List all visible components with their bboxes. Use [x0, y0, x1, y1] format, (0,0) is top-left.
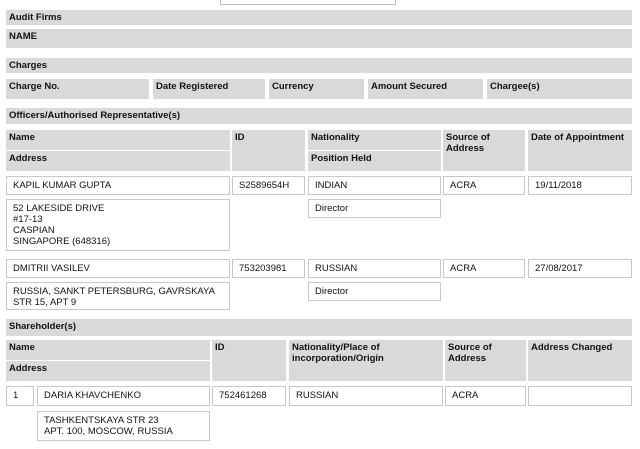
- shareholders-col-source: Source of Address: [445, 340, 526, 381]
- shareholder-name: DARIA KHAVCHENKO: [37, 386, 210, 406]
- officer-nationality: INDIAN: [308, 176, 441, 195]
- shareholder-index: 1: [6, 386, 34, 406]
- officer-address: 52 LAKESIDE DRIVE #17-13 CASPIAN SINGAPORE (648316): [6, 199, 230, 251]
- officer-source: ACRA: [443, 259, 525, 278]
- officers-col-source: Source of Address: [443, 130, 525, 171]
- charges-col-chargees: Chargee(s): [487, 79, 632, 99]
- officer-name: DMITRII VASILEV: [6, 259, 230, 278]
- officer-position: Director: [308, 199, 441, 218]
- shareholders-col-address: Address: [6, 361, 210, 381]
- officers-col-date: Date of Appointment: [528, 130, 632, 171]
- officer-source: ACRA: [443, 176, 525, 195]
- officer-position: Director: [308, 282, 441, 301]
- officer-id: 753203981: [232, 259, 305, 278]
- charges-heading: Charges: [6, 58, 632, 73]
- audit-firms-heading: Audit Firms: [6, 10, 632, 25]
- charges-col-date-registered: Date Registered: [153, 79, 265, 99]
- officer-date: 27/08/2017: [528, 259, 632, 278]
- charges-col-charge-no: Charge No.: [6, 79, 149, 99]
- officer-date: 19/11/2018: [528, 176, 632, 195]
- shareholders-heading: Shareholder(s): [6, 319, 632, 336]
- officer-id: S2589654H: [232, 176, 305, 195]
- shareholder-address: TASHKENTSKAYA STR 23 APT. 100, MOSCOW, RUSSIA: [37, 411, 210, 441]
- shareholders-col-id: ID: [212, 340, 286, 381]
- shareholders-col-nationality: Nationality/Place of incorporation/Origin: [289, 340, 443, 381]
- officers-col-position: Position Held: [308, 151, 441, 171]
- shareholder-id: 752461268: [212, 386, 286, 406]
- shareholder-source: ACRA: [445, 386, 526, 406]
- audit-firms-name-label: NAME: [6, 29, 632, 48]
- officers-heading: Officers/Authorised Representative(s): [6, 108, 632, 124]
- officer-nationality: RUSSIAN: [308, 259, 441, 278]
- charges-col-currency: Currency: [269, 79, 364, 99]
- officer-address: RUSSIA, SANKT PETERSBURG, GAVRSKAYA STR 15, APT 9: [6, 282, 230, 310]
- shareholders-col-name: Name: [6, 340, 210, 360]
- shareholder-address-changed: [528, 386, 632, 406]
- officers-col-id: ID: [232, 130, 305, 171]
- officers-col-address: Address: [6, 151, 230, 171]
- shareholder-nationality: RUSSIAN: [289, 386, 443, 406]
- top-input-field: [220, 0, 396, 5]
- officer-name: KAPIL KUMAR GUPTA: [6, 176, 230, 195]
- officers-col-nationality: Nationality: [308, 130, 441, 150]
- charges-col-amount-secured: Amount Secured: [368, 79, 483, 99]
- shareholders-col-address-changed: Address Changed: [528, 340, 632, 381]
- officers-col-name: Name: [6, 130, 230, 150]
